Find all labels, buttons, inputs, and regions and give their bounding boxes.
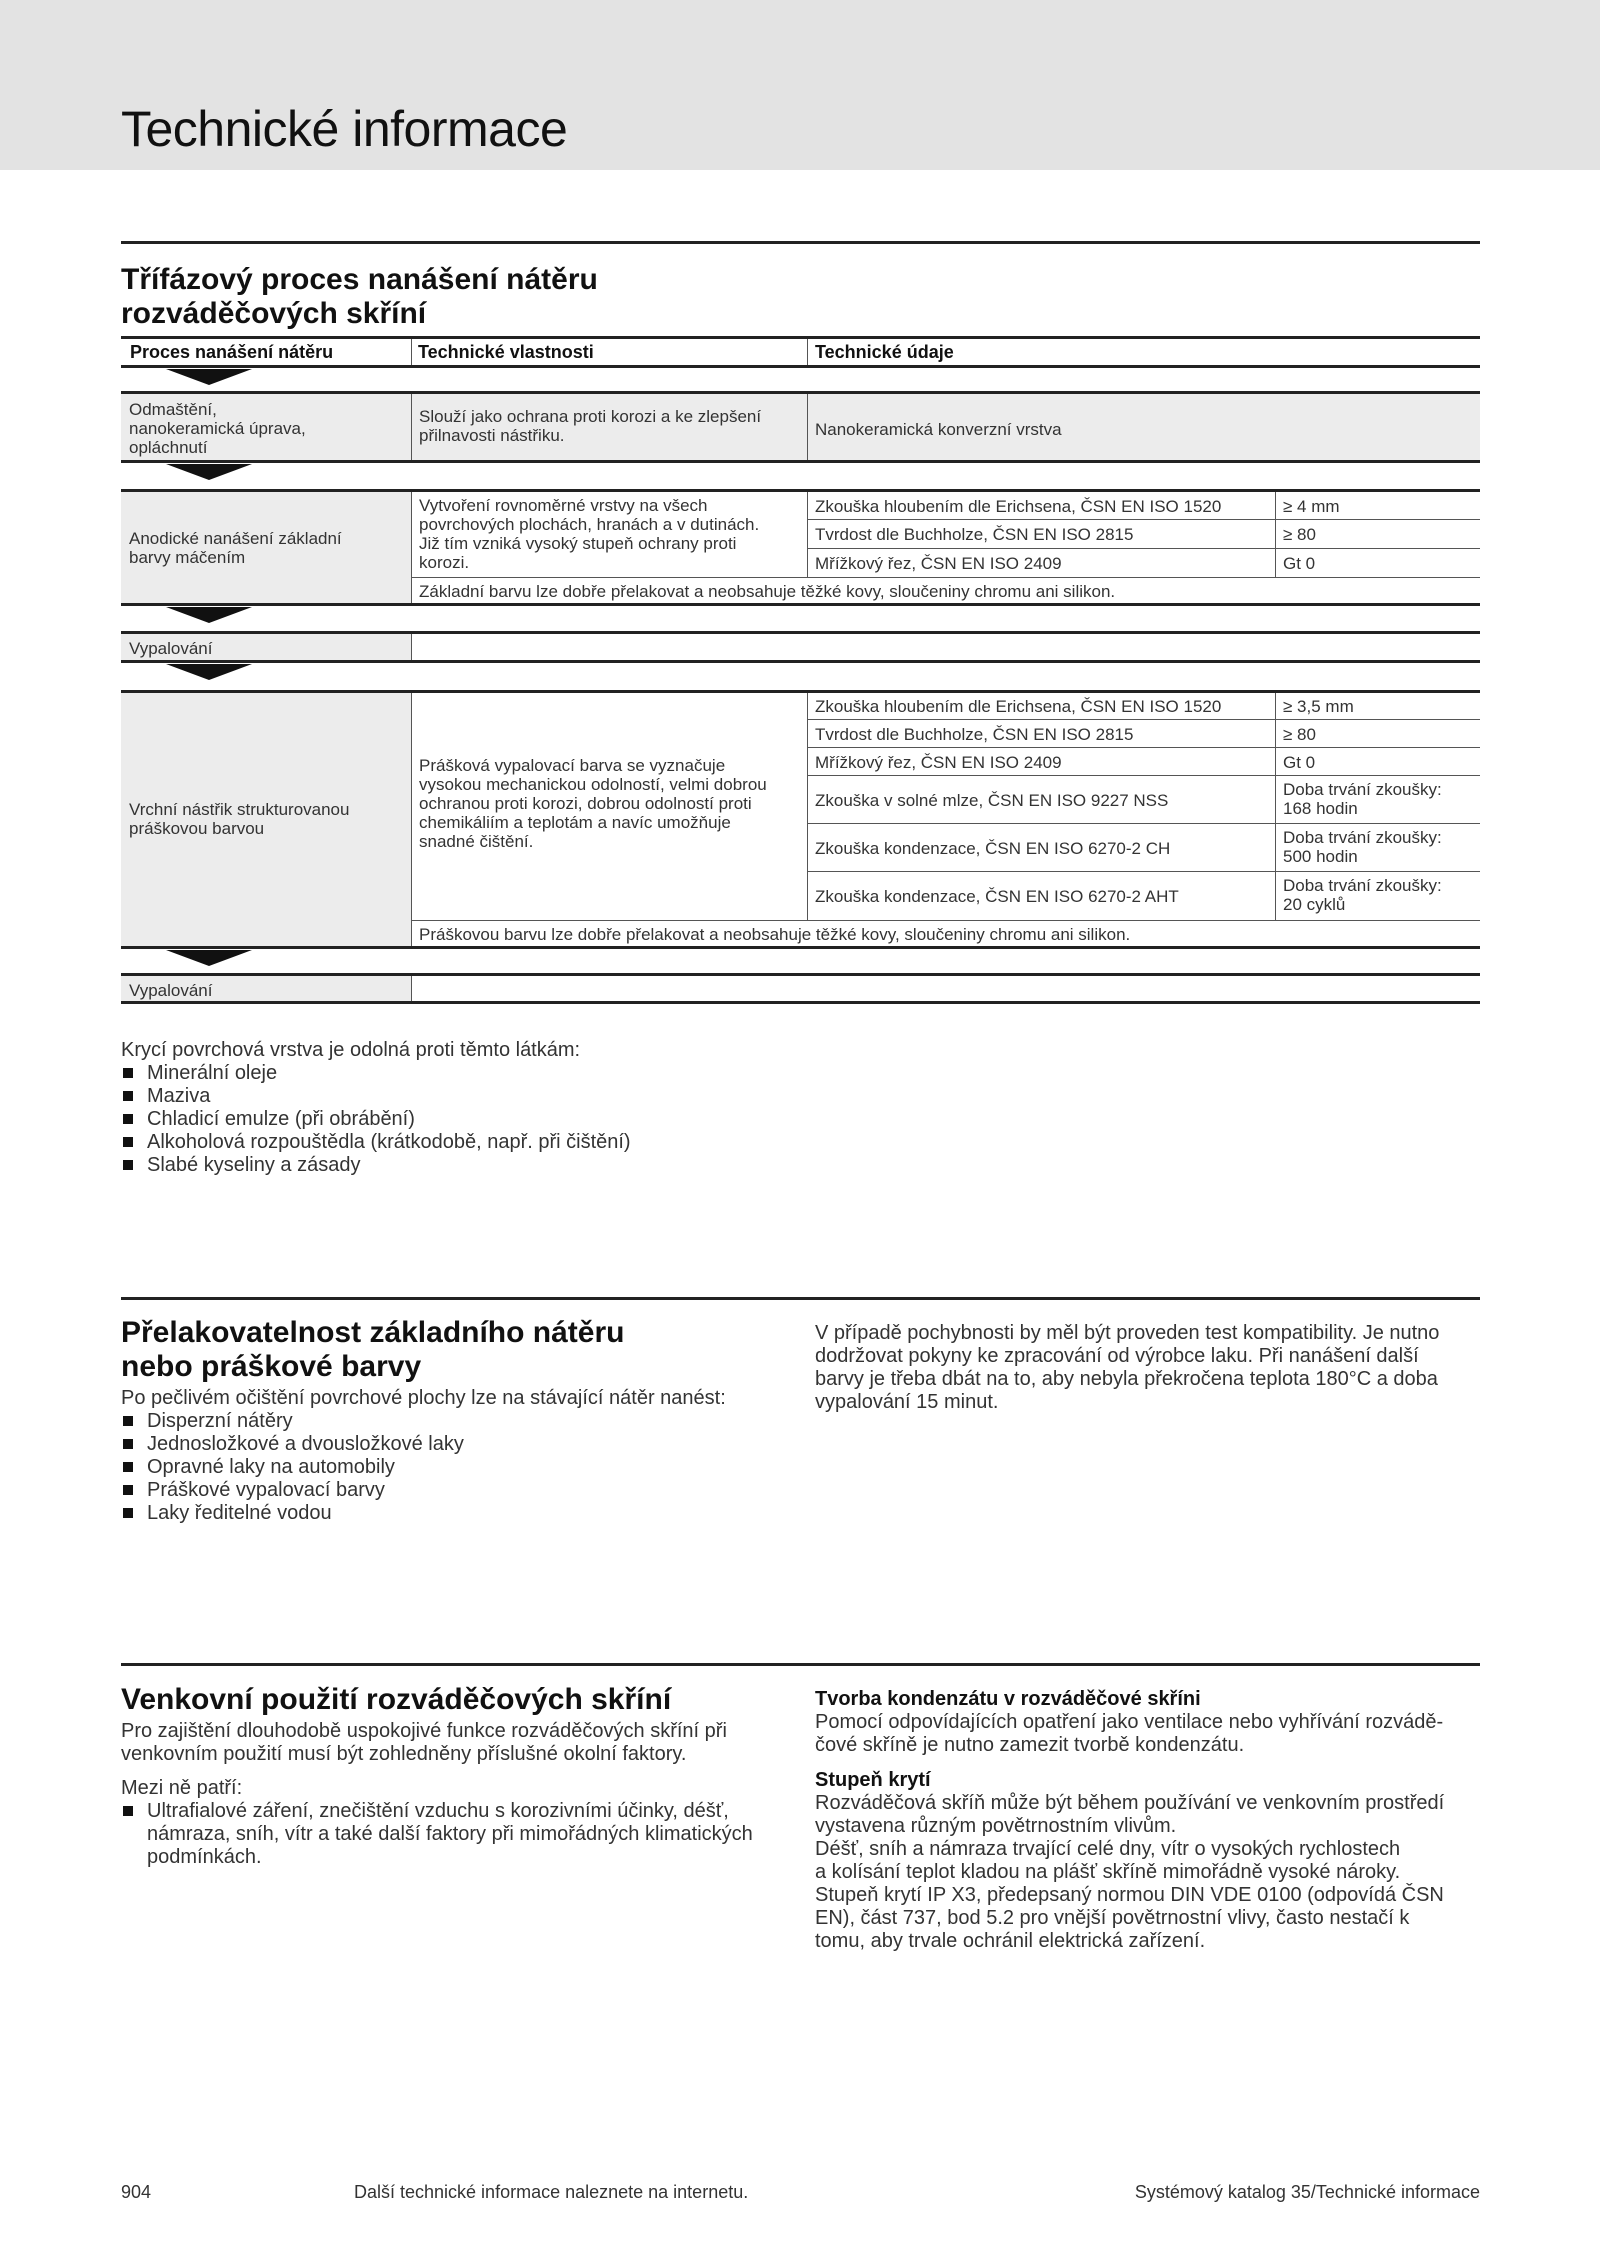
stage-process: Vypalování [129, 981, 213, 1000]
divider [807, 871, 1480, 872]
resistance-intro: Krycí povrchová vrstva je odolná proti těmto látkám: [121, 1039, 581, 1061]
footer-right-text: Systémový katalog 35/Technické informace [1134, 2182, 1480, 2202]
test-name: Mřížkový řez, ČSN EN ISO 2409 [815, 753, 1062, 772]
divider [411, 634, 412, 660]
list-item: Chladicí emulze (při obrábění) [121, 1108, 821, 1131]
test-value: Gt 0 [1283, 554, 1316, 573]
test-value: Doba trvání zkoušky: 500 hodin [1283, 828, 1442, 866]
list-item: Jednosložkové a dvousložkové laky [121, 1433, 771, 1456]
section-title-line: rozváděčových skříní [121, 297, 427, 330]
list-item: Práškové vypalovací barvy [121, 1479, 771, 1502]
test-value: Doba trvání zkoušky: 168 hodin [1283, 780, 1442, 818]
section-rule [121, 1297, 1480, 1300]
row-border [121, 946, 1480, 949]
protection-heading: Stupeň krytí [815, 1769, 931, 1791]
stage-process: Vypalování [129, 639, 213, 658]
row-border [121, 603, 1480, 606]
condensation-heading: Tvorba kondenzátu v rozváděčové skříni [815, 1688, 1201, 1710]
divider [807, 548, 1480, 549]
divider [411, 339, 412, 365]
stage-note: Základní barvu lze dobře přelakovat a neobsahuje těžké kovy, sloučeniny chromu ani silikon. [419, 582, 1116, 601]
condensation-text: Pomocí odpovídajících opatření jako ventilace nebo vyhřívání rozvádě- čové skříně je nutno zamezit tvorbě kondenzátu. [815, 1711, 1444, 1756]
coating-process-table [121, 0, 1480, 1010]
stage-note: Práškovou barvu lze dobře přelakovat a neobsahuje těžké kovy, sloučeniny chromu ani silikon. [419, 925, 1131, 944]
table-top-border [121, 336, 1480, 339]
divider [807, 519, 1480, 520]
section-title-line: Přelakovatelnost základního nátěru [121, 1316, 625, 1349]
page-title: Technické informace [121, 101, 568, 157]
test-name: Zkouška kondenzace, ČSN EN ISO 6270-2 AHT [815, 887, 1179, 906]
section-rule [121, 1663, 1480, 1666]
row-border [121, 660, 1480, 663]
test-name: Zkouška hloubením dle Erichsena, ČSN EN ISO 1520 [815, 497, 1222, 516]
list-item: Opravné laky na automobily [121, 1456, 771, 1479]
divider [411, 577, 1480, 578]
test-value: ≥ 4 mm [1283, 497, 1340, 516]
arrow-down-icon [166, 664, 252, 680]
table-header-process: Proces nanášení nátěru [130, 342, 334, 362]
test-name: Zkouška v solné mlze, ČSN EN ISO 9227 NSS [815, 791, 1169, 810]
divider [807, 747, 1480, 748]
arrow-down-icon [166, 950, 252, 966]
divider [411, 920, 1480, 921]
stage-properties: Prášková vypalovací barva se vyznačuje vysokou mechanickou odolností, velmi dobrou ochranou proti korozi, dobrou odolností proti chemikáliím a teplotám a navíc umožňuje snadné čištění. [419, 756, 767, 851]
divider [807, 775, 1480, 776]
table-header-border [121, 365, 1480, 368]
row-border [121, 460, 1480, 463]
table-header-properties: Technické vlastnosti [418, 342, 594, 362]
arrow-down-icon [166, 607, 252, 623]
test-value: Doba trvání zkoušky: 20 cyklů [1283, 876, 1442, 914]
table-header-data: Technické údaje [815, 342, 954, 362]
stage-data: Nanokeramická konverzní vrstva [815, 420, 1062, 439]
footer-center-text: Další technické informace naleznete na internetu. [354, 2182, 749, 2202]
factors-list [121, 1800, 801, 1869]
divider [807, 339, 808, 365]
resistance-list [121, 1062, 821, 1177]
test-value: ≥ 80 [1283, 725, 1316, 744]
stage-process: Anodické nanášení základní barvy máčením [129, 529, 342, 567]
test-name: Tvrdost dle Buchholze, ČSN EN ISO 2815 [815, 525, 1134, 544]
list-item: Maziva [121, 1085, 821, 1108]
list-item: Disperzní nátěry [121, 1410, 771, 1433]
section-title: Venkovní použití rozváděčových skříní [121, 1683, 672, 1716]
repaint-list [121, 1410, 771, 1525]
divider [411, 976, 412, 1001]
arrow-down-icon [166, 464, 252, 480]
outdoor-intro: Pro zajištění dlouhodobě uspokojivé funkce rozváděčových skříní při venkovním použití musí být zohledněny příslušné okolní faktory. [121, 1720, 727, 1765]
test-value: ≥ 3,5 mm [1283, 697, 1354, 716]
factors-label: Mezi ně patří: [121, 1777, 243, 1799]
arrow-down-icon [166, 369, 252, 385]
section-title-line: Třífázový proces nanášení nátěru [121, 263, 598, 296]
list-item: Ultrafialové záření, znečištění vzduchu s korozivními účinky, déšť, námraza, sníh, vítr a také další faktory při mimořádných klimatických podmínkách. [121, 1800, 801, 1869]
stage-properties: Slouží jako ochrana proti korozi a ke zlepšení přilnavosti nástřiku. [419, 407, 762, 445]
list-item: Laky ředitelné vodou [121, 1502, 771, 1525]
test-value: ≥ 80 [1283, 525, 1316, 544]
test-name: Zkouška kondenzace, ČSN EN ISO 6270-2 CH [815, 839, 1171, 858]
test-name: Tvrdost dle Buchholze, ČSN EN ISO 2815 [815, 725, 1134, 744]
divider [807, 719, 1480, 720]
protection-text: Rozváděčová skříň může být během používání ve venkovním prostředí vystavena různým povětrnostním vlivům. Déšť, sníh a námraza trvající celé dny, vítr o vysokých rychlostech a kolísání teplot kladou na plášť skříně mimořádně vysoké nároky. Stupeň krytí IP X3, předepsaný normou DIN VDE 0100 (odpovídá ČSN EN), část 737, bod 5.2 pro vnější povětrnostní vlivy, často nestačí k tomu, aby trvale ochránil elektrická zařízení. [815, 1792, 1445, 1952]
test-name: Mřížkový řez, ČSN EN ISO 2409 [815, 554, 1062, 573]
test-value: Gt 0 [1283, 753, 1316, 772]
section-title [121, 1316, 624, 1384]
repaint-note: V případě pochybnosti by měl být proveden test kompatibility. Je nutno dodržovat pokyny ke zpracování od výrobce laku. Při nanášení další barvy je třeba dbát na to, aby nebyla překročena teplota 180°C a doba vypalování 15 minut. [815, 1322, 1440, 1413]
test-name: Zkouška hloubením dle Erichsena, ČSN EN ISO 1520 [815, 697, 1222, 716]
table-bottom-border [121, 1001, 1480, 1004]
list-item: Minerální oleje [121, 1062, 821, 1085]
stage-process: Vrchní nástřik strukturovanou práškovou barvou [129, 800, 350, 838]
divider [807, 823, 1480, 824]
stage-properties: Vytvoření rovnoměrné vrstvy na všech povrchových plochách, hranách a v dutinách. Již tím vzniká vysoký stupeň ochrany proti korozi. [419, 496, 760, 572]
repaint-intro: Po pečlivém očištění povrchové plochy lze na stávající nátěr nanést: [121, 1387, 726, 1409]
stage-process: Odmaštění, nanokeramická úprava, opláchnutí [129, 400, 306, 457]
page-number: 904 [121, 2182, 152, 2202]
list-item: Alkoholová rozpouštědla (krátkodobě, např. při čištění) [121, 1131, 821, 1154]
list-item: Slabé kyseliny a zásady [121, 1154, 821, 1177]
section-title-line: nebo práškové barvy [121, 1350, 422, 1383]
